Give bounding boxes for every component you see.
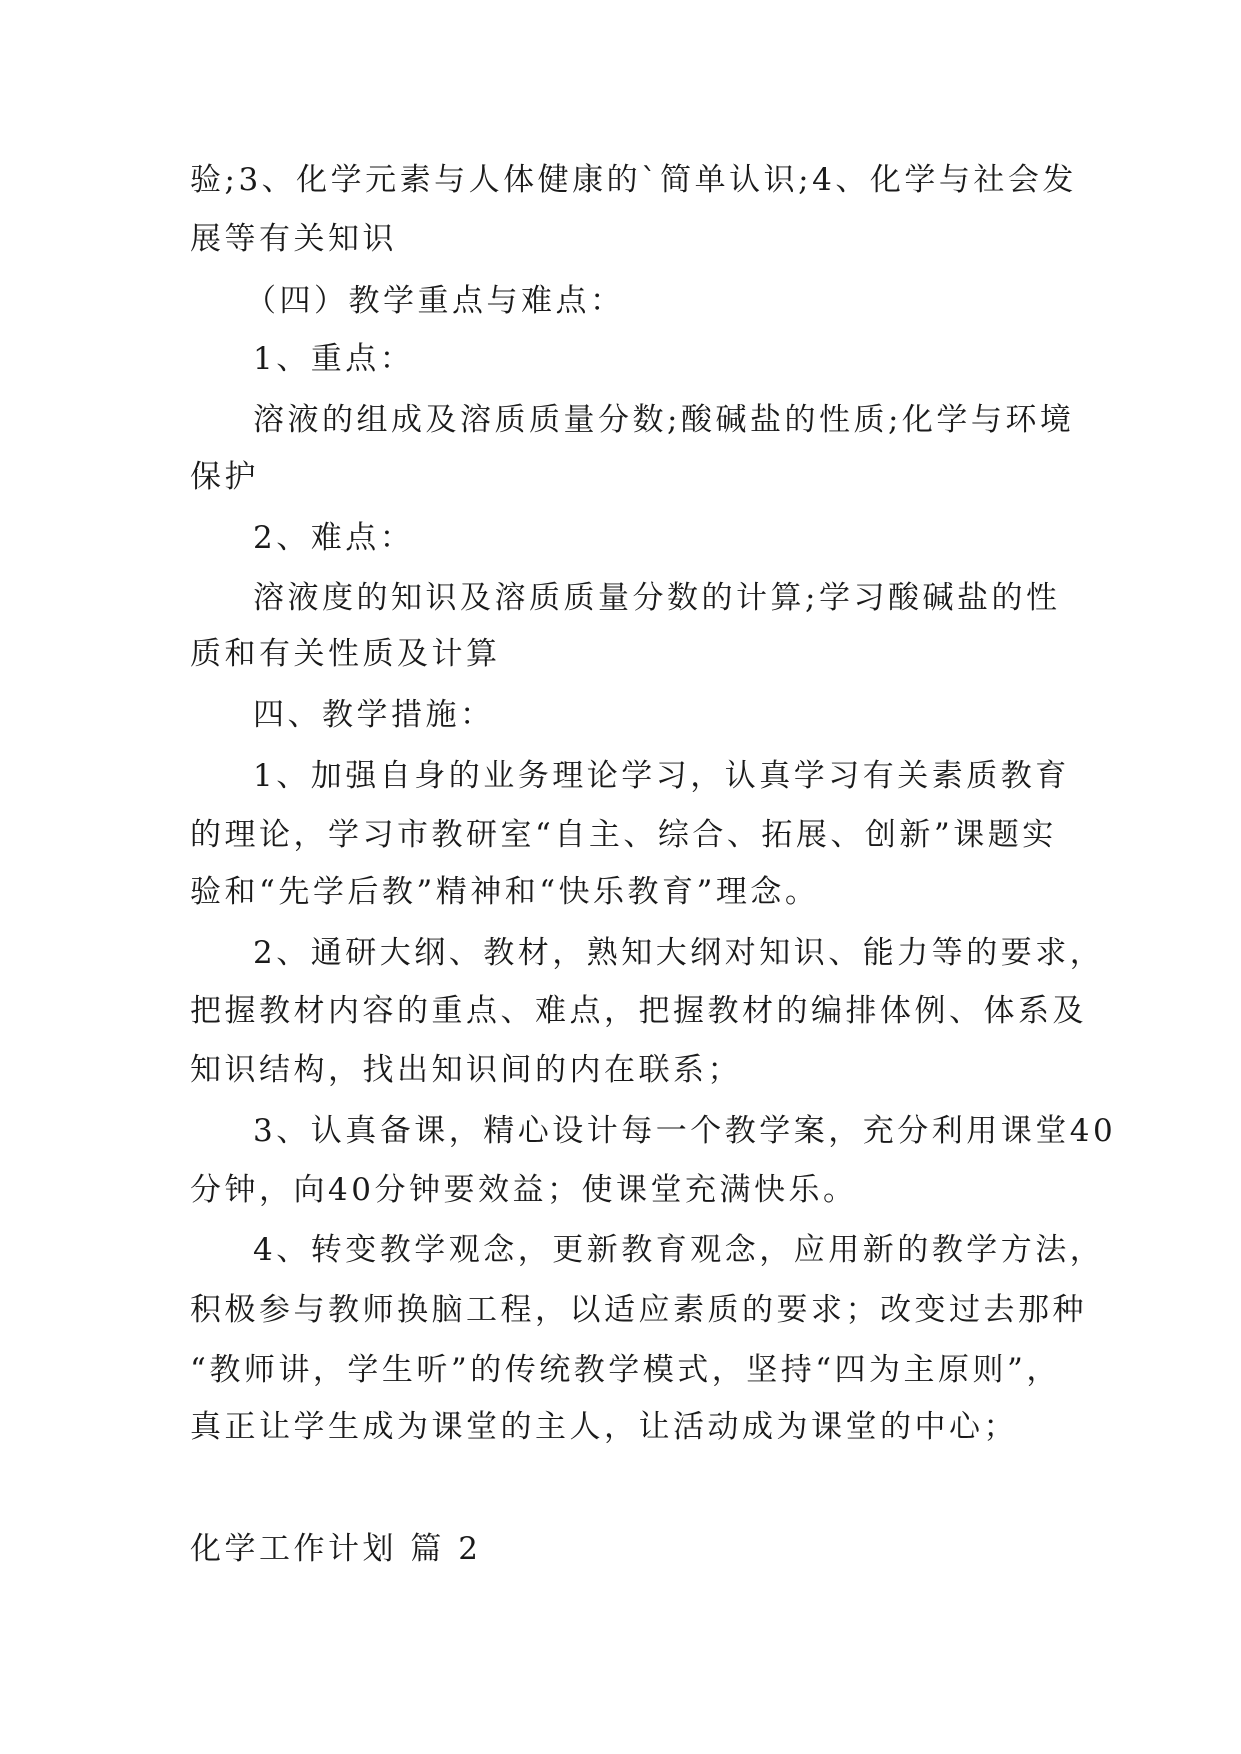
text-line: 4、转变教学观念，更新教育观念，应用新的教学方法， — [253, 1232, 1105, 1268]
text-line: 知识结构，找出知识间的内在联系； — [190, 1052, 742, 1088]
text-line: 质和有关性质及计算 — [190, 636, 501, 672]
text-line: 验;3、化学元素与人体健康的`简单认识;4、化学与社会发 — [190, 162, 1077, 198]
section-title: 化学工作计划 篇 2 — [190, 1531, 482, 1567]
text-line: 的理论，学习市教研室“自主、综合、拓展、创新”课题实 — [190, 817, 1057, 853]
subheading-key-points: 1、重点： — [253, 341, 415, 377]
text-line: 展等有关知识 — [190, 221, 397, 257]
text-line: 保护 — [190, 459, 259, 495]
text-line: “教师讲，学生听”的传统教学模式，坚持“四为主原则”， — [190, 1352, 1061, 1388]
text-line: 真正让学生成为课堂的主人，让活动成为课堂的中心； — [190, 1409, 1018, 1445]
text-line: 验和“先学后教”精神和“快乐教育”理念。 — [190, 874, 820, 910]
text-line: 积极参与教师换脑工程，以适应素质的要求；改变过去那种 — [190, 1292, 1087, 1328]
text-line: 溶液的组成及溶质质量分数;酸碱盐的性质;化学与环境 — [253, 402, 1075, 438]
section-heading: 四、教学措施： — [253, 697, 495, 733]
text-line: 3、认真备课，精心设计每一个教学案，充分利用课堂40 — [253, 1113, 1117, 1149]
text-line: 溶液度的知识及溶质质量分数的计算;学习酸碱盐的性 — [253, 580, 1061, 616]
text-line: 1、加强自身的业务理论学习，认真学习有关素质教育 — [253, 758, 1070, 794]
text-line: 把握教材内容的重点、难点，把握教材的编排体例、体系及 — [190, 993, 1087, 1029]
subheading-difficulties: 2、难点： — [253, 520, 415, 556]
section-heading: （四）教学重点与难点： — [245, 283, 625, 319]
text-line: 分钟，向40分钟要效益；使课堂充满快乐。 — [190, 1172, 858, 1208]
text-line: 2、通研大纲、教材，熟知大纲对知识、能力等的要求， — [253, 935, 1105, 971]
